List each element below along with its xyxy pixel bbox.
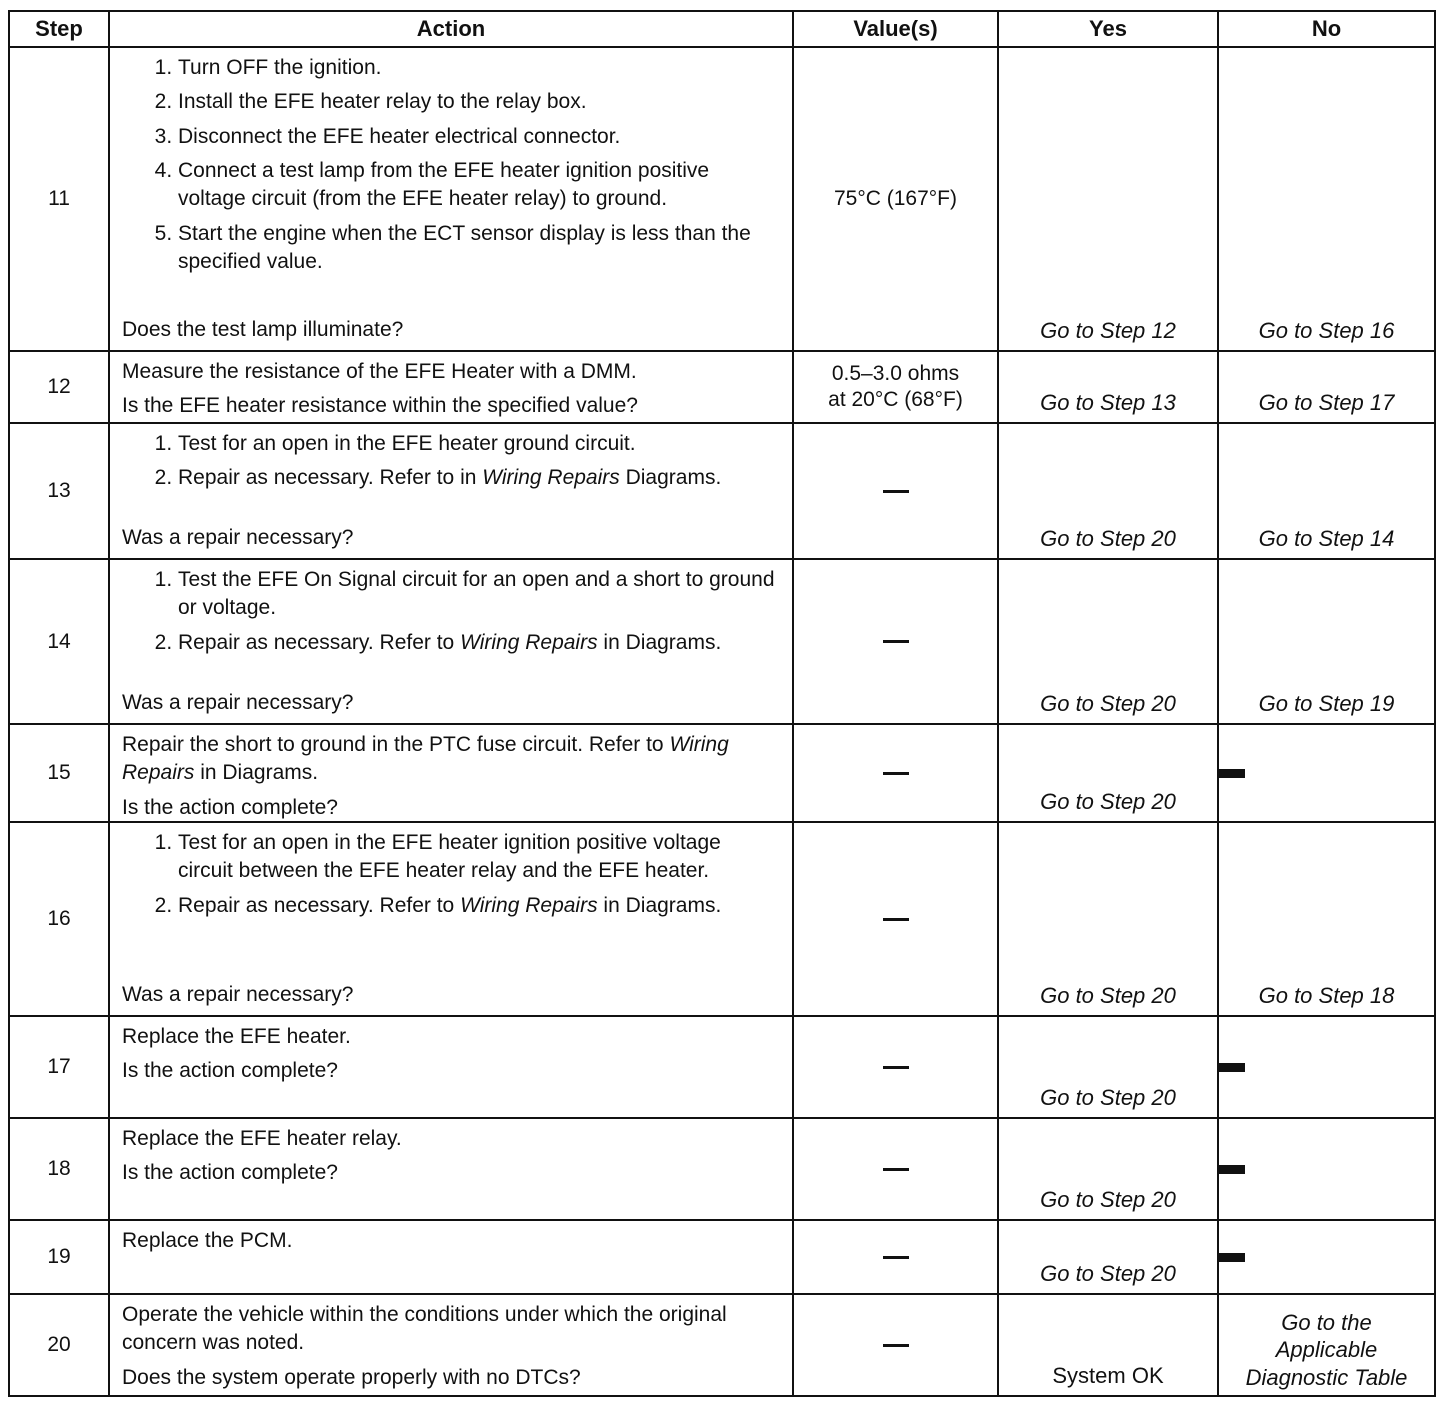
action-steps [122,430,780,499]
dash-mark [1219,1165,1245,1174]
yes-link[interactable]: Go to Step 13 [1040,390,1176,415]
no-link[interactable]: Go to Step 14 [1258,526,1395,551]
action-item: 1. Turn OFF the ignition. [178,54,780,82]
value-cell [793,1220,998,1294]
value-cell [793,1016,998,1118]
action-cell [109,47,793,351]
yes-link[interactable]: Go to Step 20 [1040,526,1176,551]
yes-link[interactable]: Go to Step 20 [1040,1261,1176,1286]
dash-mark [883,1344,909,1347]
no-link[interactable]: Go to Step 18 [1258,983,1395,1008]
header-values: Value(s) [793,11,998,47]
value-cell [793,822,998,1016]
action-item: 1. Test for an open in the EFE heater ignition positive voltage circuit between the EFE heater relay and the EFE heater. [178,829,780,886]
action-text: Repair the short to ground in the PTC fuse circuit. Refer to Wiring Repairs in Diagrams. [122,733,729,785]
header-yes: Yes [998,11,1218,47]
header-action: Action [109,11,793,47]
no-cell [1218,1220,1435,1294]
dash-mark [1219,1063,1245,1072]
no-cell [1218,559,1435,724]
action-text: Measure the resistance of the EFE Heater with a DMM. [122,360,637,383]
action-text: Replace the EFE heater. [122,1025,351,1048]
action-item: 4. Connect a test lamp from the EFE heater ignition positive voltage circuit (from the EFE heater relay) to ground. [178,157,780,214]
action-item: 3. Disconnect the EFE heater electrical connector. [178,123,780,151]
action-cell [109,822,793,1016]
action-question: Does the test lamp illuminate? [122,317,404,341]
value-line: at 20°C (68°F) [828,388,963,411]
action-item: 5. Start the engine when the ECT sensor display is less than the specified value. [178,220,780,277]
action-question: Is the action complete? [122,1161,338,1185]
action-question: Was a repair necessary? [122,982,354,1006]
yes-link[interactable]: System OK [1052,1363,1164,1388]
action-steps [122,54,780,282]
dash-mark [883,1168,909,1171]
no-cell [1218,423,1435,559]
no-cell [1218,1294,1435,1396]
action-item: 2. Install the EFE heater relay to the relay box. [178,88,780,116]
yes-link[interactable]: Go to Step 12 [1040,318,1176,343]
dash-mark [883,490,909,493]
action-steps [122,829,780,926]
yes-cell [998,724,1218,822]
step-number: 14 [9,559,109,724]
table-row [9,1118,1435,1220]
no-cell [1218,724,1435,822]
table-row [9,1220,1435,1294]
yes-link[interactable]: Go to Step 20 [1040,1187,1176,1212]
header-step: Step [9,11,109,47]
action-item: 2. Repair as necessary. Refer to Wiring Repairs in Diagrams. [178,892,780,920]
step-number: 11 [9,47,109,351]
action-cell [109,724,793,822]
action-cell [109,1016,793,1118]
action-question: Is the action complete? [122,795,338,819]
action-item: 1. Test for an open in the EFE heater ground circuit. [178,430,780,458]
table-row [9,559,1435,724]
value-cell [793,1294,998,1396]
action-text: Replace the EFE heater relay. [122,1127,402,1150]
yes-cell [998,1016,1218,1118]
yes-cell [998,1118,1218,1220]
dash-mark [883,918,909,921]
yes-link[interactable]: Go to Step 20 [1040,691,1176,716]
value-cell [793,1118,998,1220]
action-question: Was a repair necessary? [122,525,354,549]
yes-link[interactable]: Go to Step 20 [1040,789,1176,814]
dash-mark [883,1066,909,1069]
yes-cell [998,423,1218,559]
table-row [9,822,1435,1016]
action-item: 2. Repair as necessary. Refer to in Wiring Repairs Diagrams. [178,464,780,492]
table-row [9,724,1435,822]
yes-cell [998,1294,1218,1396]
yes-cell [998,822,1218,1016]
action-cell [109,423,793,559]
dash-mark [1219,769,1245,778]
value-line: 0.5–3.0 ohms [831,361,960,385]
no-link[interactable]: Go to the Applicable Diagnostic Table [1245,1309,1408,1390]
action-cell [109,559,793,724]
step-number: 17 [9,1016,109,1118]
action-cell [109,351,793,423]
step-number: 19 [9,1220,109,1294]
no-cell [1218,351,1435,423]
action-question: Is the EFE heater resistance within the specified value? [122,394,638,418]
yes-cell [998,559,1218,724]
table-row [9,351,1435,423]
action-cell [109,1220,793,1294]
no-cell [1218,1118,1435,1220]
value-cell [793,423,998,559]
header-no: No [1218,11,1435,47]
no-link[interactable]: Go to Step 19 [1258,691,1395,716]
action-steps [122,566,780,663]
action-question: Does the system operate properly with no DTCs? [122,1365,581,1389]
value-cell [793,559,998,724]
table-row [9,1016,1435,1118]
yes-cell [998,1220,1218,1294]
no-cell [1218,822,1435,1016]
table-row [9,423,1435,559]
yes-link[interactable]: Go to Step 20 [1040,983,1176,1008]
action-cell [109,1294,793,1396]
yes-cell [998,351,1218,423]
step-number: 15 [9,724,109,822]
value-cell [793,724,998,822]
table-row [9,1294,1435,1396]
action-item: 2. Repair as necessary. Refer to Wiring Repairs in Diagrams. [178,629,780,657]
no-cell [1218,1016,1435,1118]
no-link[interactable]: Go to Step 16 [1258,318,1395,343]
step-number: 20 [9,1294,109,1396]
step-number: 12 [9,351,109,423]
dash-mark [883,1256,909,1259]
dash-mark [883,772,909,775]
yes-cell [998,47,1218,351]
header-row [9,11,1435,47]
no-cell [1218,47,1435,351]
action-question: Was a repair necessary? [122,690,354,714]
action-question: Is the action complete? [122,1059,338,1083]
dash-mark [1219,1253,1245,1262]
action-text: Operate the vehicle within the conditions under which the original concern was noted. [122,1303,727,1355]
diagnostic-table [8,10,1436,1397]
step-number: 18 [9,1118,109,1220]
step-number: 16 [9,822,109,1016]
action-item: 1. Test the EFE On Signal circuit for an open and a short to ground or voltage. [178,566,780,623]
no-link[interactable]: Go to Step 17 [1258,390,1395,415]
action-text: Replace the PCM. [122,1229,293,1252]
yes-link[interactable]: Go to Step 20 [1040,1085,1176,1110]
action-cell [109,1118,793,1220]
value-cell [793,351,998,423]
table-row [9,47,1435,351]
dash-mark [883,640,909,643]
value-cell: 75°C (167°F) [793,47,998,351]
step-number: 13 [9,423,109,559]
